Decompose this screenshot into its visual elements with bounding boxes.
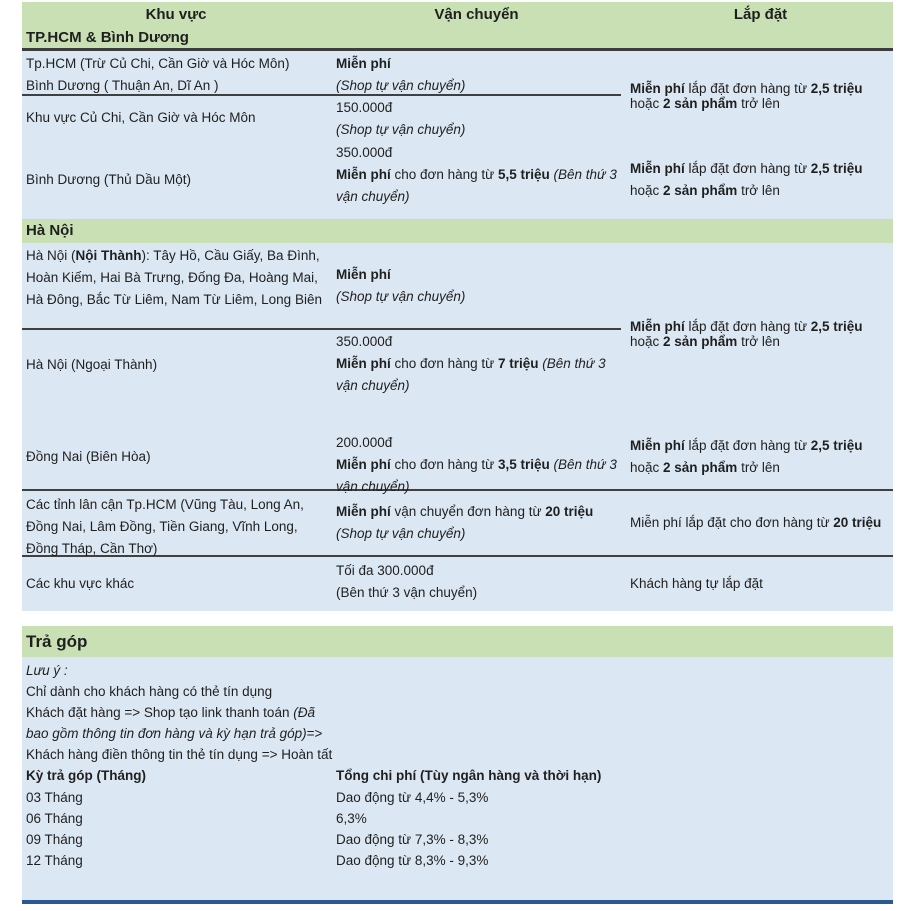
installation-cell-merged: Miễn phí lắp đặt đơn hàng từ 2,5 triệu hoặc 2 sản phẩm trở lên: [630, 319, 863, 349]
region-cell: Đồng Nai (Biên Hòa): [26, 449, 151, 464]
table-row: [22, 330, 621, 425]
installation-cell: Miễn phí lắp đặt cho đơn hàng từ 20 triệu: [630, 515, 882, 530]
term-cell: 09 Tháng: [26, 832, 83, 847]
shipping-cell: Miễn phí (Shop tự vận chuyển): [336, 56, 466, 93]
shipping-cell: 150.000đ (Shop tự vận chuyển): [336, 100, 466, 137]
table-row-neighbor-provinces: [22, 491, 893, 557]
section-header-tragop: Trả góp: [22, 626, 893, 657]
table-row-hanoi-de: [22, 243, 893, 425]
cost-cell: Dao động từ 8,3% - 9,3%: [336, 853, 489, 868]
table-row-hcm-ab: [22, 51, 893, 140]
cost-cell: Dao động từ 7,3% - 8,3%: [336, 832, 489, 847]
installment-row: [22, 829, 893, 850]
term-cell: 03 Tháng: [26, 790, 83, 805]
shipping-cell: Tối đa 300.000đ (Bên thứ 3 vận chuyển): [336, 563, 478, 600]
region-cell: Bình Dương (Thủ Dầu Một): [26, 171, 191, 187]
installment-row: [22, 850, 893, 871]
region-cell: Tp.HCM (Trừ Củ Chi, Cần Giờ và Hóc Môn) Bình Dương ( Thuận An, Dĩ An ): [26, 56, 290, 93]
region-cell: Các tỉnh lân cận Tp.HCM (Vũng Tàu, Long An, Đồng Nai, Lâm Đồng, Tiền Giang, Vĩnh Long, Đồng Tháp, Cần Thơ): [26, 497, 304, 556]
column-header-shipping: Vận chuyển: [434, 6, 519, 23]
cost-cell: 6,3%: [336, 811, 367, 826]
section-gap: [22, 611, 893, 626]
cost-cell: Dao động từ 4,4% - 5,3%: [336, 790, 489, 805]
shipping-cell: 350.000đ Miễn phí cho đơn hàng từ 5,5 triệu (Bên thứ 3 vận chuyển): [336, 145, 617, 204]
column-header-installation: Lắp đặt: [733, 6, 788, 23]
region-cell: Khu vực Củ Chi, Cần Giờ và Hóc Môn: [26, 110, 256, 125]
installation-cell-merged: Miễn phí lắp đặt đơn hàng từ 2,5 triệu hoặc 2 sản phẩm trở lên: [630, 80, 863, 111]
column-header-row: [22, 2, 893, 27]
table-row: [22, 51, 621, 96]
column-header-region: Khu vực: [145, 6, 207, 23]
installation-cell: Miễn phí lắp đặt đơn hàng từ 2,5 triệu hoặc 2 sản phẩm trở lên: [630, 160, 863, 198]
installment-process-text: Khách đặt hàng => Shop tạo link thanh toán (Đã bao gồm thông tin đơn hàng và kỳ hạn trả góp)=> Khách hàng điền thông tin thẻ tín dụng => Hoàn tất: [26, 705, 333, 762]
term-cell: 06 Tháng: [26, 811, 83, 826]
table-row: [22, 243, 621, 330]
installation-cell: Miễn phí lắp đặt đơn hàng từ 2,5 triệu hoặc 2 sản phẩm trở lên: [630, 438, 863, 475]
installment-table-header: [22, 765, 893, 787]
installation-cell: Khách hàng tự lắp đặt: [630, 576, 763, 591]
note-label: Lưu ý :: [26, 663, 68, 678]
shipping-policy-sheet: [22, 2, 893, 904]
table-row-binhduong-tdm: [22, 140, 893, 219]
section-header-hcm-binhduong: TP.HCM & Bình Dương: [22, 27, 893, 51]
installment-row: [22, 787, 893, 808]
term-header: Kỳ trả góp (Tháng): [26, 768, 146, 783]
table-row-dongnai: [22, 425, 893, 494]
shipping-cell: 350.000đ Miễn phí cho đơn hàng từ 7 triệu (Bên thứ 3 vận chuyển): [336, 334, 606, 393]
term-cell: 12 Tháng: [26, 853, 83, 868]
cost-header: Tổng chi phí (Tùy ngân hàng và thời hạn): [336, 768, 602, 783]
shipping-cell: 200.000đ Miễn phí cho đơn hàng từ 3,5 triệu (Bên thứ 3 vận chuyển): [336, 435, 617, 494]
shipping-cell: Miễn phí vận chuyển đơn hàng từ 20 triệu (Shop tự vận chuyển): [336, 504, 594, 541]
shipping-cell: Miễn phí (Shop tự vận chuyển): [336, 266, 466, 304]
region-cell: Hà Nội (Nội Thành): Tây Hồ, Cầu Giấy, Ba Đình, Hoàn Kiếm, Hai Bà Trưng, Đống Đa, Hoàng Mai, Hà Đông, Bắc Từ Liêm, Nam Từ Liêm, Long Biên: [26, 248, 322, 307]
note-text: Chỉ dành cho khách hàng có thẻ tín dụng: [26, 684, 273, 699]
region-cell: Các khu vực khác: [26, 576, 135, 591]
installment-block: [22, 657, 893, 904]
table-row: [22, 96, 621, 140]
installment-row: [22, 808, 893, 829]
section-header-hanoi: Hà Nội: [22, 219, 893, 243]
table-row-other-areas: [22, 557, 893, 611]
region-cell: Hà Nội (Ngoại Thành): [26, 357, 158, 372]
